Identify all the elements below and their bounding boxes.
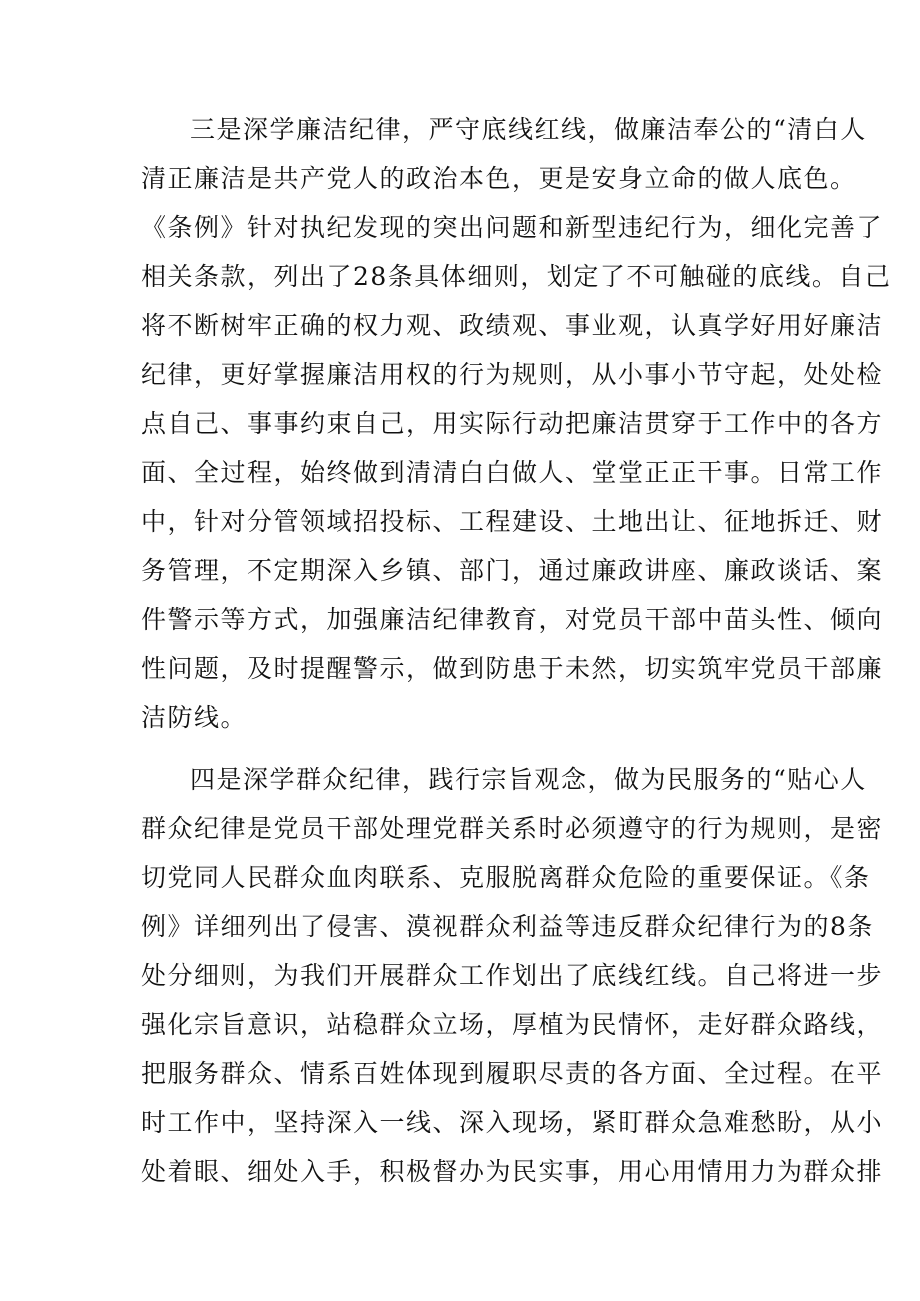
paragraph-2-line-9: 处着眼、细处入手，积极督办为民实事，用心用情用力为群众排 <box>141 1157 884 1186</box>
paragraph-2-line-5: 处分细则，为我们开展群众工作划出了底线红线。自己将进一步 <box>141 961 884 990</box>
paragraph-1-line-5: 将不断树牢正确的权力观、政绩观、事业观，认真学好用好廉洁 <box>141 311 884 340</box>
paragraph-1-line-13: 洁防线。 <box>141 703 248 732</box>
paragraph-2-line-4: 例》详细列出了侵害、漠视群众利益等违反群众纪律行为的8条 <box>141 912 874 941</box>
paragraph-1-line-4: 相关条款，列出了28条具体细则，划定了不可触碰的底线。自己 <box>141 262 892 291</box>
paragraph-1-line-8: 面、全过程，始终做到清清白白做人、堂堂正正干事。日常工作 <box>141 458 884 487</box>
paragraph-1-line-3: 《条例》针对执纪发现的突出问题和新型违纪行为，细化完善了 <box>141 213 884 242</box>
paragraph-1-line-1: 三是深学廉洁纪律，严守底线红线，做廉洁奉公的“清白人 <box>190 115 867 144</box>
paragraph-1-line-11: 件警示等方式，加强廉洁纪律教育，对党员干部中苗头性、倾向 <box>141 605 884 634</box>
paragraph-2-line-8: 时工作中，坚持深入一线、深入现场，紧盯群众急难愁盼，从小 <box>141 1108 884 1137</box>
paragraph-1-line-10: 务管理，不定期深入乡镇、部门，通过廉政讲座、廉政谈话、案 <box>141 556 884 585</box>
paragraph-1-line-12: 性问题，及时提醒警示，做到防患于未然，切实筑牢党员干部廉 <box>141 654 884 683</box>
paragraph-2-line-6: 强化宗旨意识，站稳群众立场，厚植为民情怀，走好群众路线， <box>141 1010 884 1039</box>
paragraph-2-line-1: 四是深学群众纪律，践行宗旨观念，做为民服务的“贴心人 <box>190 765 867 794</box>
paragraph-2-line-2: 群众纪律是党员干部处理党群关系时必须遵守的行为规则，是密 <box>141 814 884 843</box>
paragraph-1-line-7: 点自己、事事约束自己，用实际行动把廉洁贯穿于工作中的各方 <box>141 409 884 438</box>
paragraph-1-line-6: 纪律，更好掌握廉洁用权的行为规则，从小事小节守起，处处检 <box>141 360 884 389</box>
paragraph-2-line-7: 把服务群众、情系百姓体现到履职尽责的各方面、全过程。在平 <box>141 1059 884 1088</box>
paragraph-1-line-2: 清正廉洁是共产党人的政治本色，更是安身立命的做人底色。 <box>141 164 857 193</box>
paragraph-1-line-9: 中，针对分管领域招投标、工程建设、土地出让、征地拆迁、财 <box>141 507 884 536</box>
paragraph-2-line-3: 切党同人民群众血肉联系、克服脱离群众危险的重要保证。《条 <box>141 863 871 892</box>
